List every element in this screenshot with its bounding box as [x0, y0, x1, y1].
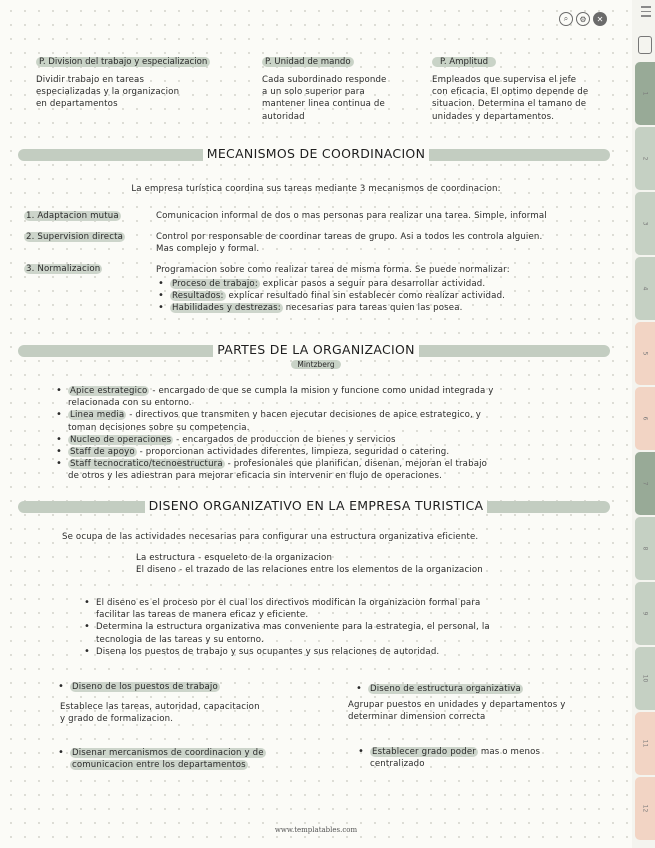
tab-label: 4 — [641, 286, 649, 291]
list-item: • El diseno es el proceso por el cual los directivos modifican la organizacion formal para facilitar las tareas de manera eficaz y eficiente. — [96, 597, 626, 621]
column-text: a un solo superior para — [262, 87, 365, 98]
list-item: • Staff tecnocratico/tecnoestructura - profesionales que planifican, disenan, mejoran el trabajo de otros y les adiestran para mejorar eficacia sin intervenir en flujo de operaciones. — [68, 458, 628, 482]
tab-3[interactable] — [635, 192, 655, 255]
tab-1[interactable] — [635, 62, 655, 125]
tab-9[interactable] — [635, 582, 655, 645]
list-item: • Resultados: explicar resultado final sin establecer como realizar actividad. — [170, 290, 630, 302]
top-toolbar — [559, 12, 607, 26]
list-item: • Proceso de trabajo: explicar pasos a seguir para desarrollar actividad. — [170, 278, 630, 290]
normalization-list — [156, 278, 630, 315]
tab-label: 9 — [641, 611, 649, 616]
list-item: • Apice estrategico - encargado de que se cumpla la mision y funcione como unidad integrada y relacionada con su entorno. — [68, 385, 628, 409]
section-intro: Se ocupa de las actividades necesarias para configurar una estructura organizativa eficiente. — [62, 532, 479, 542]
mechanism-label: 3. Normalizacion — [26, 264, 101, 274]
tab-label: 1 — [641, 91, 649, 96]
column-text: Cada subordinado responde — [262, 75, 387, 85]
tab-2[interactable] — [635, 127, 655, 190]
mechanism-text: Comunicacion informal de dos o mas personas para realizar una tarea. Simple, informal — [156, 211, 547, 221]
tab-label: 12 — [641, 804, 649, 813]
column-head: P. Amplitud — [432, 57, 496, 67]
column-head: P. Unidad de mando — [262, 57, 354, 67]
mechanism-text: Programacion sobre como realizar tarea de misma forma. Se puede normalizar: — [156, 265, 510, 275]
tab-7[interactable] — [635, 452, 655, 515]
design-jobs-text: Establece las tareas, autoridad, capacitacion y grado de formalizacion. — [60, 702, 260, 725]
tab-8[interactable] — [635, 517, 655, 580]
column-text: especializadas y la organizacion — [36, 87, 180, 98]
list-item: • Disena los puestos de trabajo y sus ocupantes y sus relaciones de autoridad. — [96, 646, 626, 658]
column-division — [36, 56, 258, 111]
section-title: DISENO ORGANIZATIVO EN LA EMPRESA TURISTICA — [0, 498, 632, 513]
tab-5[interactable] — [635, 322, 655, 385]
tab-4[interactable] — [635, 257, 655, 320]
column-amplitud — [432, 56, 624, 123]
column-text: con eficacia. El optimo depende de — [432, 87, 589, 98]
close-icon[interactable]: ✕ — [593, 12, 607, 26]
section-intro: La empresa turística coordina sus tareas mediante 3 mecanismos de coordinacion: — [131, 184, 501, 194]
list-item: • Determina la estructura organizativa mas conveniente para la estrategia, el personal, la tecnologia de las tareas y su entorno. — [96, 621, 626, 645]
column-text: autoridad — [262, 111, 305, 122]
design-coordination — [56, 747, 330, 771]
tab-label: 7 — [641, 481, 649, 486]
list-item: • Disenar mercanismos de coordinacion y de comunicacion entre los departamentos — [70, 747, 330, 771]
tab-label: 5 — [641, 351, 649, 356]
tab-label: 6 — [641, 416, 649, 421]
column-text: mantener linea continua de — [262, 99, 385, 110]
column-text: en departamentos — [36, 99, 118, 110]
menu-icon[interactable] — [639, 6, 653, 28]
tab-12[interactable] — [635, 777, 655, 840]
mechanism-text: Control por responsable de coordinar tareas de grupo. Asi a todos les controla alguien. Mas complejo y formal. — [156, 232, 543, 255]
gear-icon[interactable]: ⚙ — [576, 12, 590, 26]
mechanism-label: 2. Supervision directa — [26, 232, 124, 242]
definitions: La estructura - esqueleto de la organizacion El diseno - el trazado de las relaciones entre los elementos de la organizacion — [136, 553, 483, 576]
column-head: P. Division del trabajo y especializacion — [36, 57, 210, 67]
tab-10[interactable] — [635, 647, 655, 710]
column-text: Empleados que supervisa el jefe — [432, 75, 577, 85]
section-title: MECANISMOS DE COORDINACION — [0, 146, 632, 161]
tab-label: 8 — [641, 546, 649, 551]
tab-label: 11 — [641, 739, 649, 748]
design-jobs — [56, 681, 330, 693]
tab-label: 3 — [641, 221, 649, 226]
column-text: situacion. Determina el tamano de — [432, 99, 587, 110]
column-text: Dividir trabajo en tareas — [36, 75, 145, 85]
list-item: • Diseno de los puestos de trabajo — [70, 681, 330, 693]
list-item: • Staff de apoyo - proporcionan actividades diferentes, limpieza, seguridad o catering. — [68, 446, 628, 458]
list-item: • Linea media - directivos que transmiten y hacen ejecutar decisiones de apice estrategico, y toman decisiones sobre su competencia. — [68, 409, 628, 433]
tab-11[interactable] — [635, 712, 655, 775]
bookmark-icon[interactable] — [638, 36, 652, 54]
design-structure-text: Agrupar puestos en unidades y departamentos y determinar dimension correcta — [348, 700, 566, 723]
list-item: • Diseno de estructura organizativa — [368, 683, 628, 695]
column-text: unidades y departamentos. — [432, 111, 555, 122]
tab-label: 10 — [641, 674, 649, 683]
list-item: • Establecer grado poder mas o menos centralizado — [370, 746, 630, 770]
section-tabs — [632, 0, 655, 848]
list-item: • Nucleo de operaciones - encargados de produccion de bienes y servicios — [68, 434, 628, 446]
design-structure — [354, 683, 628, 695]
design-list — [82, 597, 626, 658]
section-title: PARTES DE LA ORGANIZACION — [0, 342, 632, 357]
mechanism-label: 1. Adaptacion mutua — [26, 211, 119, 221]
column-unidad — [262, 56, 422, 123]
section-subtitle: Mintzberg — [0, 360, 632, 369]
search-icon[interactable]: ⌕ — [559, 12, 573, 26]
parts-list — [54, 385, 628, 483]
design-power — [356, 746, 630, 770]
tab-6[interactable] — [635, 387, 655, 450]
list-item: • Habilidades y destrezas: necesarias para tareas quien las posea. — [170, 302, 630, 314]
tab-label: 2 — [641, 156, 649, 161]
footer-url: www.templatables.com — [274, 826, 358, 834]
